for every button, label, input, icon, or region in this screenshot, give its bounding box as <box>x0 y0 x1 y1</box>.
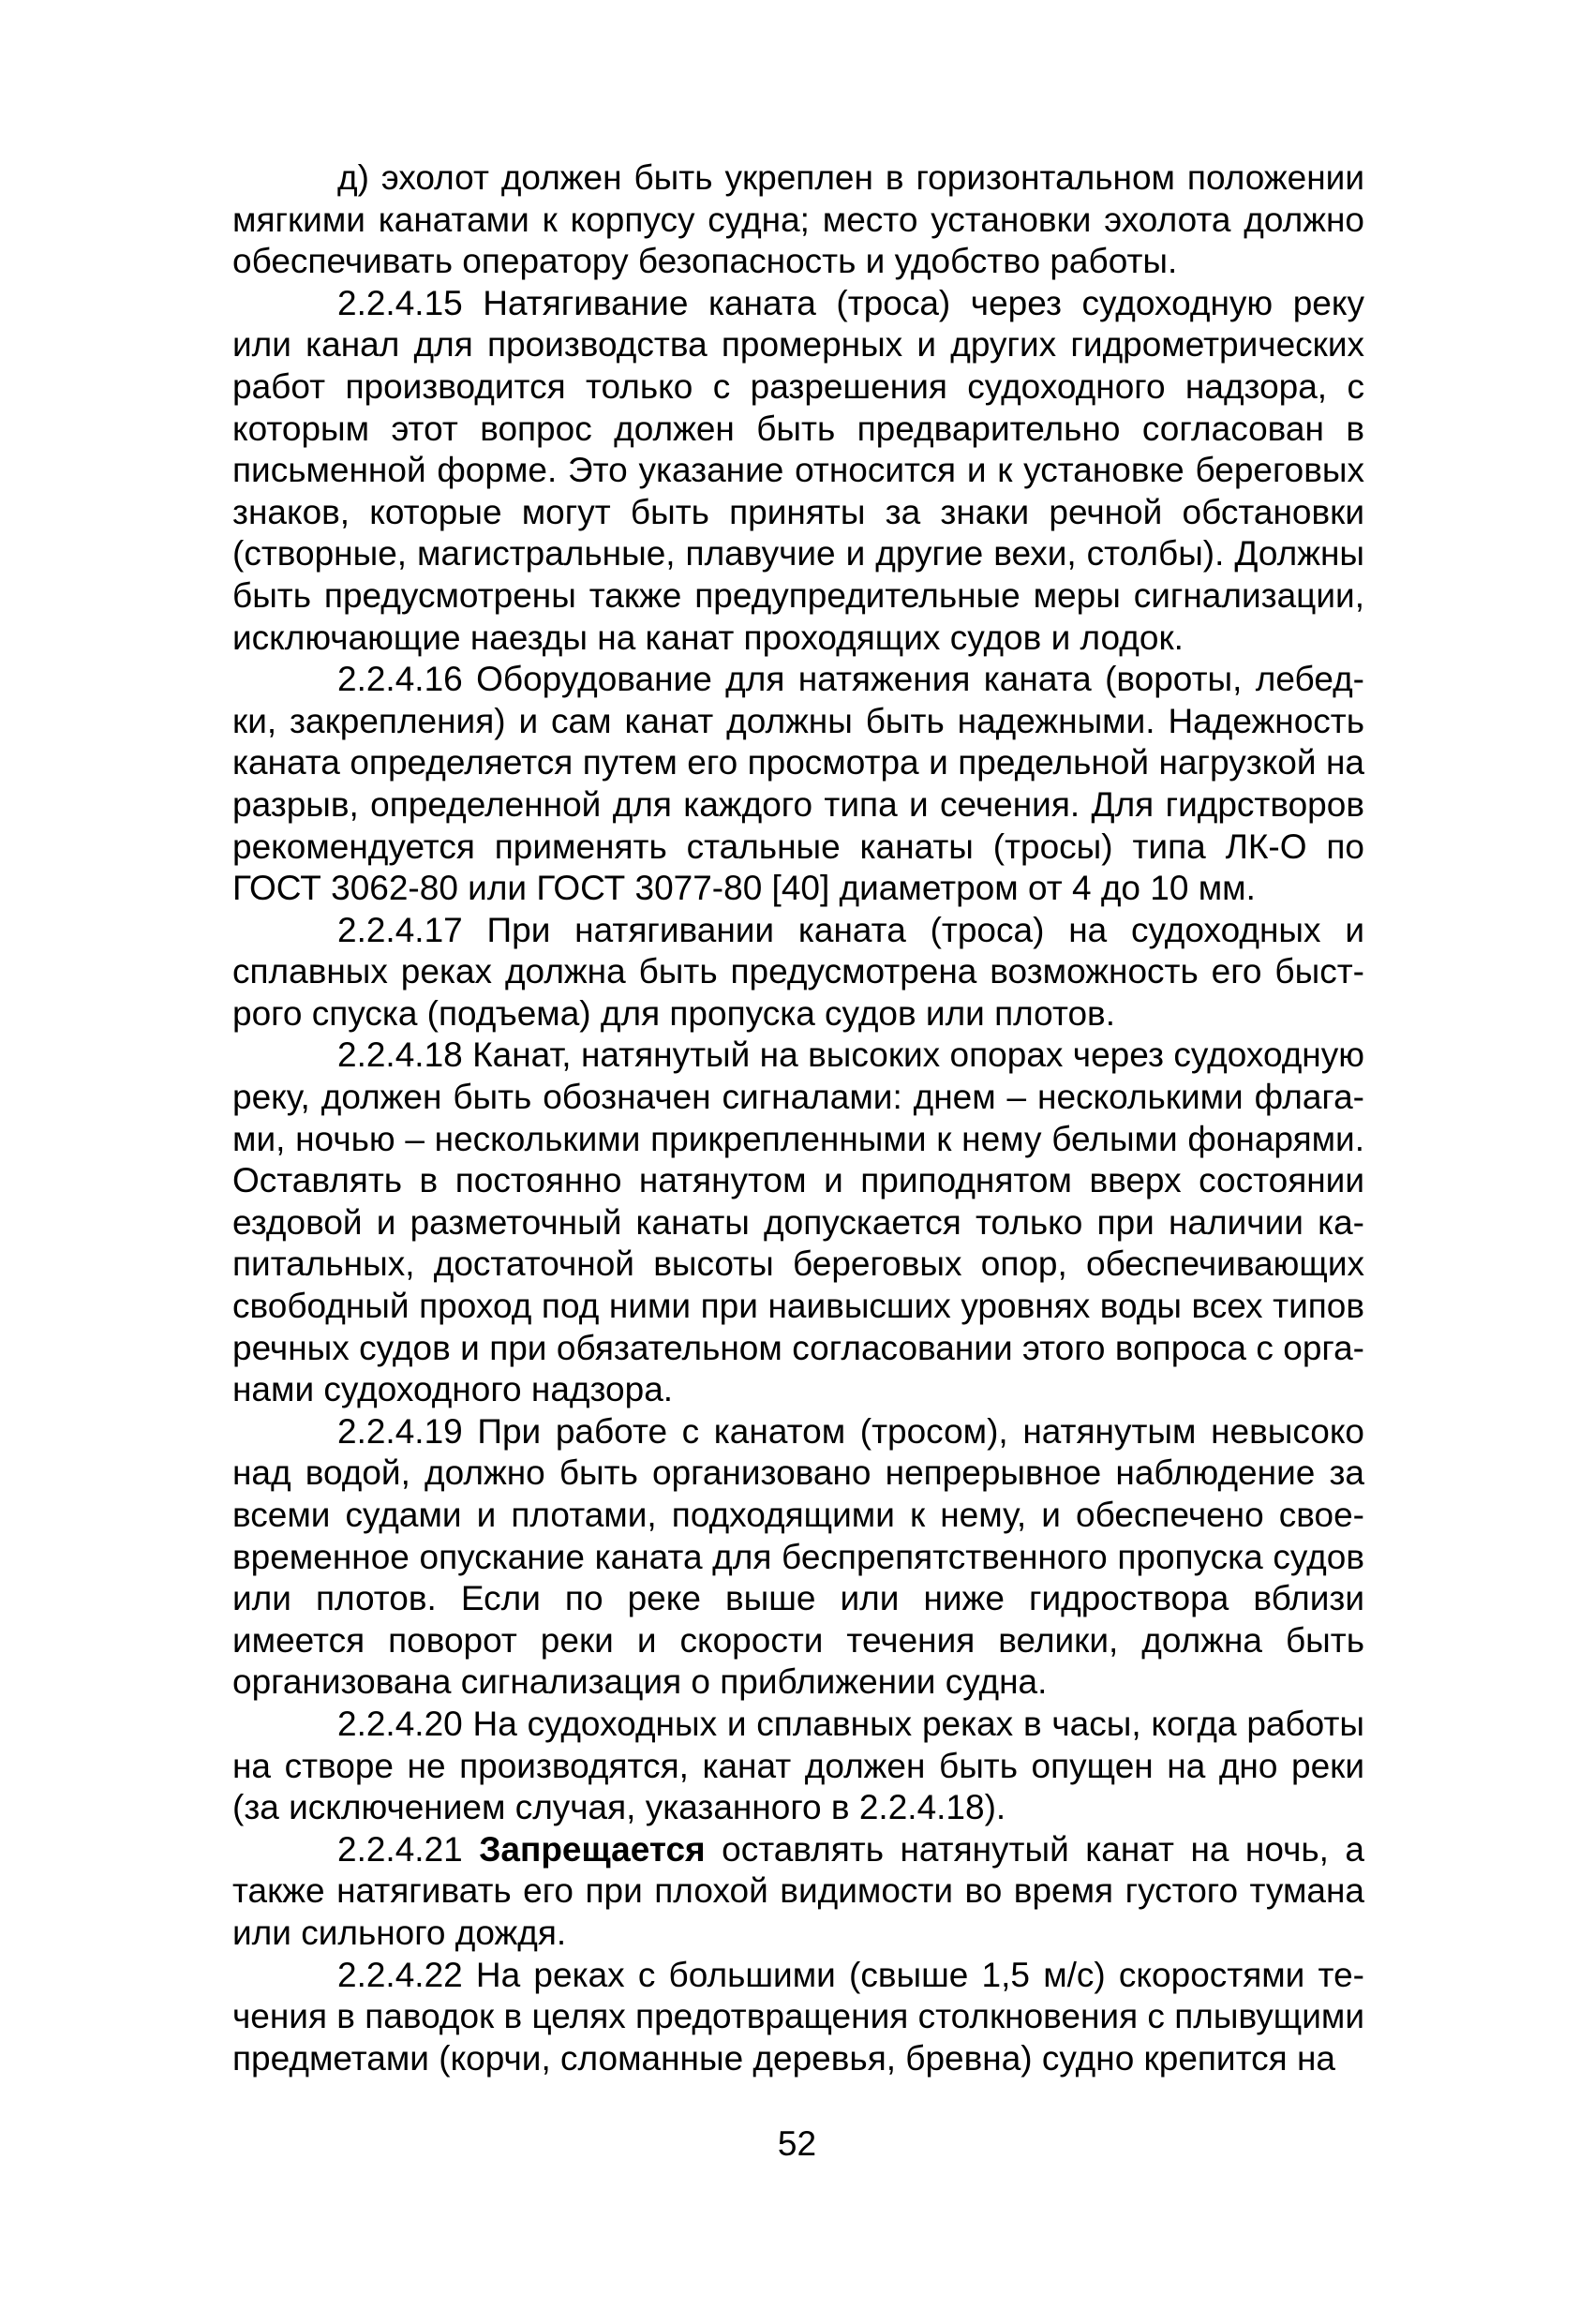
paragraph-2-2-4-19: 2.2.4.19 При работе с канатом (тросом), натянутым невысоко над водой, должно быть организовано непрерывное наблюдение за всеми судами и плотами, подходящими к нему, и обеспечено своевременное опускание каната для беспрепятственного пропуска судов или плотов. Если по реке выше или ниже гидроствора вблизи имеется поворот реки и скорости течения велики, должна быть организована сигнализация о приближении судна. <box>232 1411 1364 1702</box>
body-text <box>232 157 1364 2079</box>
paragraph-2-2-4-17: 2.2.4.17 При натягивании каната (троса) на судоходных и сплавных реках должна быть предусмотрена возможность его быстрого спуска (подъема) для пропуска судов или плотов. <box>232 910 1364 1033</box>
paragraph-2-2-4-18: 2.2.4.18 Канат, натянутый на высоких опорах через судоходную реку, должен быть обозначен сигналами: днем – несколькими флагами, ночью – несколькими прикрепленными к нему белыми фонарями. Оставлять в постоянно натянутом и приподнятом вверх состоянии ездовой и разметочный канаты допускается только при наличии капитальных, достаточной высоты береговых опор, обеспечивающих свободный проход под ними при наивысших уровнях воды всех типов речных судов и при обязательном согласовании этого вопроса с органами судоходного надзора. <box>232 1035 1364 1409</box>
paragraph-d: д) эхолот должен быть укреплен в горизонтальном положении мягкими канатами к корпусу судна; место установки эхолота должно обеспечивать оператору безопасность и удобство работы. <box>232 158 1364 281</box>
paragraph-2-2-4-16: 2.2.4.16 Оборудование для натяжения каната (вороты, лебедки, закрепления) и сам канат должны быть надежными. Надежность каната определяется путем его просмотра и предельной нагрузкой на разрыв, определенной для каждого типа и сечения. Для гидрстворов рекомендуется применять стальные канаты (тросы) типа ЛК-О по ГОСТ 3062-80 или ГОСТ 3077-80 [40] диаметром от 4 до 10 мм. <box>232 660 1364 908</box>
paragraph-2-2-4-15: 2.2.4.15 Натягивание каната (троса) через судоходную реку или канал для производства промерных и других гидрометрических работ производится только с разрешения судоходного надзора, с которым этот вопрос должен быть предварительно согласован в письменной форме. Это указание относится и к установке береговых знаков, которые могут быть приняты за знаки речной обстановки (створные, магистральные, плавучие и другие вехи, столбы). Должны быть предусмотрены также предупредительные меры сигнализации, исключающие наезды на канат проходящих судов и лодок. <box>232 283 1364 657</box>
paragraph-2-2-4-20: 2.2.4.20 На судоходных и сплавных реках в часы, когда работы на створе не производятся, канат должен быть опущен на дно реки (за исключением случая, указанного в 2.2.4.18). <box>232 1704 1364 1827</box>
paragraph-2-2-4-21 <box>232 1829 1364 1955</box>
prohibition-keyword: Запрещается <box>479 1829 706 1869</box>
clause-text: оставлять натянутый канат на ночь, а также натягивать его при плохой видимости во время густого тумана или сильного дождя. <box>232 1829 1365 1952</box>
clause-number: 2.2.4.21 <box>337 1829 463 1869</box>
page-number: 52 <box>777 2124 817 2163</box>
paragraph-2-2-4-22: 2.2.4.22 На реках с большими (свыше 1,5 м/с) скоростями течения в паводок в целях предотвращения столкновения с плывущими предметами (корчи, сломанные деревья, бревна) судно крепится на <box>232 1955 1364 2078</box>
